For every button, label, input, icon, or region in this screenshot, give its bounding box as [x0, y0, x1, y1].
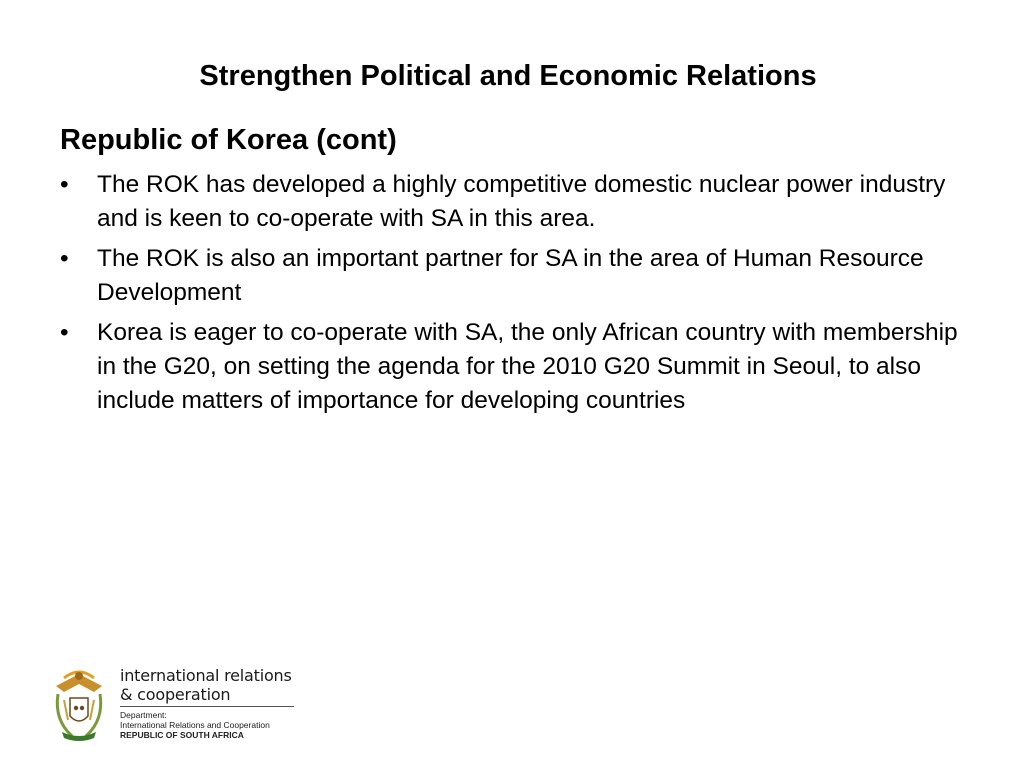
country-name: REPUBLIC OF SOUTH AFRICA [120, 730, 244, 740]
slide-subtitle: Republic of Korea (cont) [60, 124, 397, 156]
logo-text-line2: & cooperation [120, 685, 231, 704]
bullet-marker: • [60, 245, 69, 272]
department-logo [50, 664, 310, 744]
bullet-marker: • [60, 171, 69, 198]
slide-title: Strengthen Political and Economic Relations [199, 60, 817, 92]
bullet-item [60, 168, 960, 236]
logo-divider [120, 706, 294, 707]
coat-of-arms-icon [50, 664, 108, 742]
bullet-marker: • [60, 319, 69, 346]
logo-text-line1: international relations [120, 666, 292, 685]
bullet-text: The ROK is also an important partner for SA in the area of Human Resource Development [97, 245, 924, 306]
bullet-list [60, 168, 960, 424]
bullet-text: The ROK has developed a highly competitive domestic nuclear power industry and is keen to co-operate with SA in this area. [97, 171, 946, 232]
department-name: International Relations and Cooperation [120, 720, 270, 730]
bullet-item [60, 242, 960, 310]
bullet-text: Korea is eager to co-operate with SA, the only African country with membership in the G20, on setting the agenda for the 2010 G20 Summit in Seoul, to also include matters of importance for developing countries [97, 319, 958, 414]
bullet-item [60, 316, 960, 418]
department-label: Department: [120, 710, 167, 720]
